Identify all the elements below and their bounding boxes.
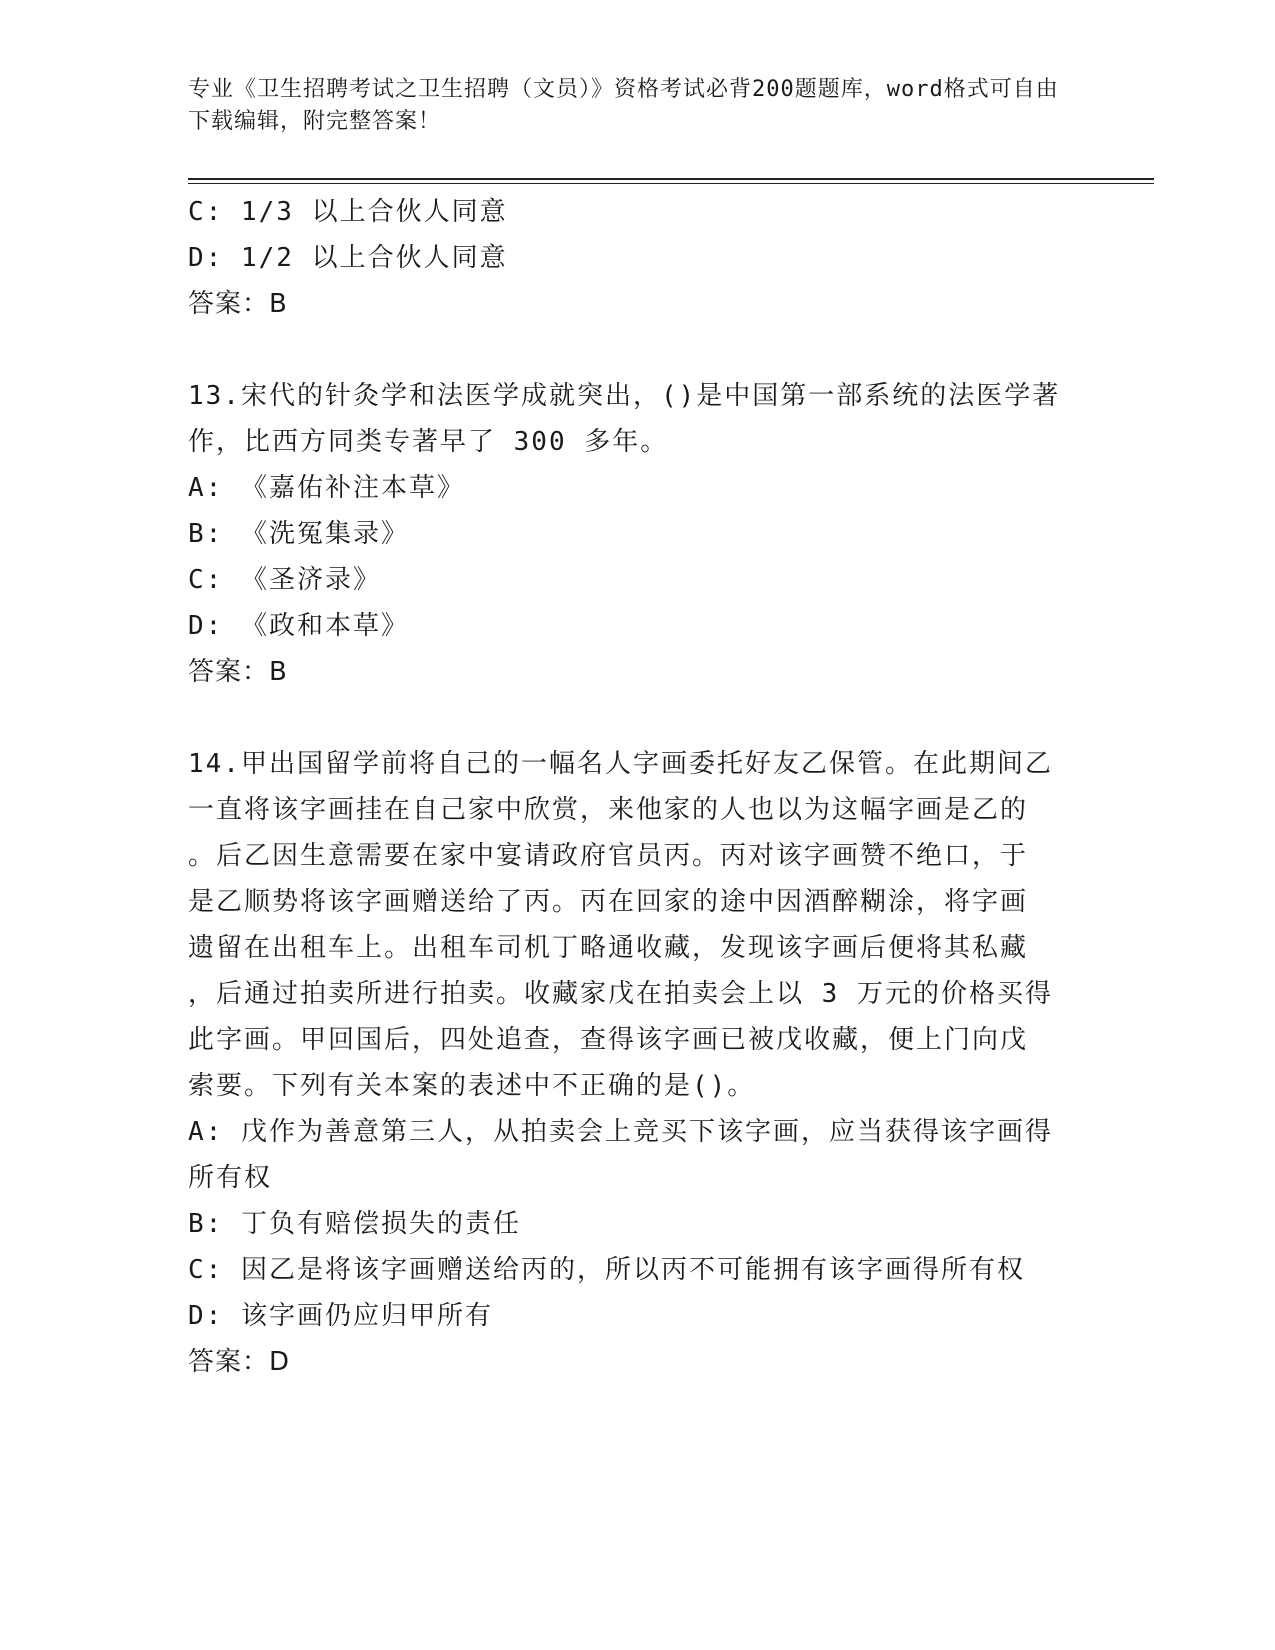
header-rule-thin (188, 183, 1154, 184)
spacer (188, 695, 1088, 741)
option-c: C: 1/3 以上合伙人同意 (188, 197, 508, 227)
header-rule-thick (188, 178, 1154, 180)
question-stem-line: 索要。下列有关本案的表述中不正确的是()。 (188, 1071, 756, 1101)
option-d: D: 该字画仍应归甲所有 (188, 1301, 493, 1331)
option-a-continuation: 所有权 (188, 1163, 273, 1193)
document-body (188, 189, 1088, 1385)
page-header (188, 74, 1068, 138)
question-13 (188, 373, 1088, 695)
question-stem-line: 遗留在出租车上。出租车司机丁略通收藏，发现该字画后便将其私藏 (188, 933, 1029, 963)
question-stem-line: 。后乙因生意需要在家中宴请政府官员丙。丙对该字画赞不绝口，于 (188, 841, 1029, 871)
answer-line: 答案：B (188, 657, 288, 687)
answer-line: 答案：B (188, 289, 288, 319)
option-a: A: 《嘉佑补注本草》 (188, 473, 465, 503)
question-stem-line: 13.宋代的针灸学和法医学成就突出，()是中国第一部系统的法医学著 (188, 381, 1061, 411)
option-a: A: 戊作为善意第三人，从拍卖会上竞买下该字画，应当获得该字画得 (188, 1117, 1053, 1147)
option-c: C: 《圣济录》 (188, 565, 381, 595)
question-stem-line: 作，比西方同类专著早了 300 多年。 (188, 427, 669, 457)
question-stem-line: 是乙顺势将该字画赠送给了丙。丙在回家的途中因酒醉糊涂，将字画 (188, 887, 1029, 917)
header-title: 专业《卫生招聘考试之卫生招聘（文员）》资格考试必背200题题库，word格式可自由下载编辑，附完整答案！ (188, 77, 1059, 134)
question-stem-line: ，后通过拍卖所进行拍卖。收藏家戊在拍卖会上以 3 万元的价格买得 (188, 979, 1053, 1009)
question-stem-line: 此字画。甲回国后，四处追查，查得该字画已被戊收藏，便上门向戊 (188, 1025, 1029, 1055)
option-b: B: 丁负有赔偿损失的责任 (188, 1209, 521, 1239)
question-stem-line: 14.甲出国留学前将自己的一幅名人字画委托好友乙保管。在此期间乙 (188, 749, 1053, 779)
question-14 (188, 741, 1088, 1385)
option-d: D: 《政和本草》 (188, 611, 409, 641)
option-c: C: 因乙是将该字画赠送给丙的，所以丙不可能拥有该字画得所有权 (188, 1255, 1025, 1285)
option-d: D: 1/2 以上合伙人同意 (188, 243, 508, 273)
answer-line: 答案：D (188, 1347, 291, 1377)
spacer (188, 327, 1088, 373)
option-b: B: 《洗冤集录》 (188, 519, 409, 549)
question-stem-line: 一直将该字画挂在自己家中欣赏，来他家的人也以为这幅字画是乙的 (188, 795, 1029, 825)
question-12-tail (188, 189, 1088, 327)
